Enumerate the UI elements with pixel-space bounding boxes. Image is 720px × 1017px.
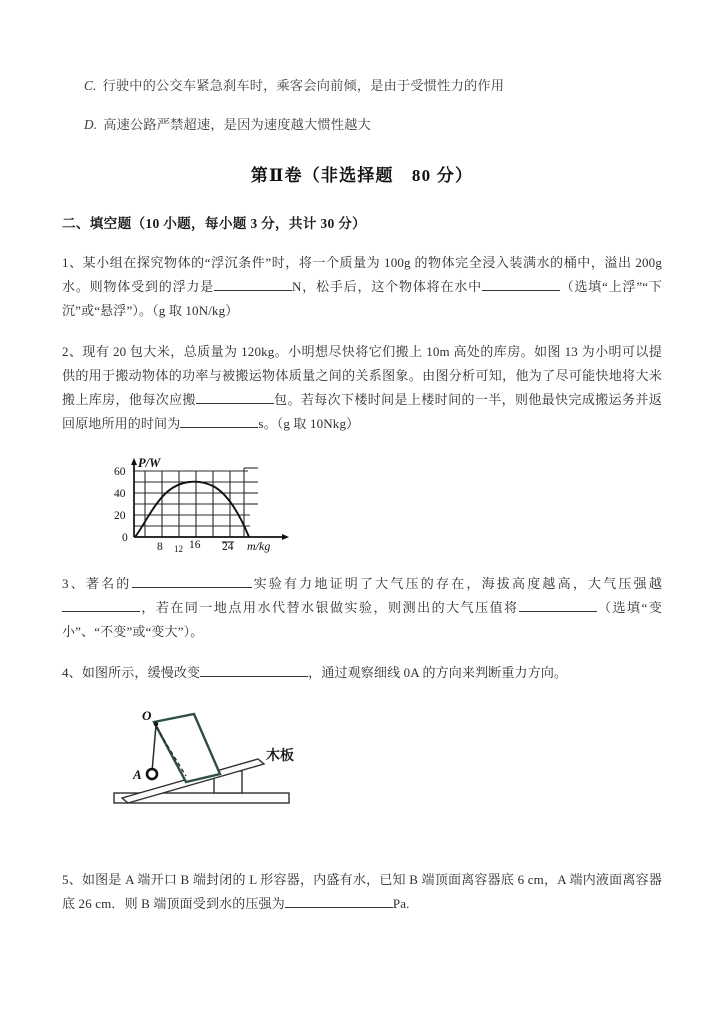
question-1-blank-2[interactable] bbox=[482, 290, 560, 291]
power-mass-chart-svg bbox=[98, 453, 313, 553]
question-2-blank-1[interactable] bbox=[196, 403, 274, 404]
svg-text:20: 20 bbox=[114, 509, 126, 522]
question-3-text-d: （选填“变小”、“不变”或“变大”）。 bbox=[62, 599, 662, 640]
question-4-text-a: 如图所示，缓慢改变 bbox=[81, 665, 201, 681]
option-c bbox=[84, 76, 662, 96]
question-3 bbox=[62, 572, 662, 644]
question-3-blank-2[interactable] bbox=[62, 611, 140, 612]
question-1-number: 1、 bbox=[62, 254, 83, 270]
label-point-o: O bbox=[142, 708, 152, 724]
chart-ylabel: P/W bbox=[138, 455, 161, 470]
question-2-blank-2[interactable] bbox=[180, 427, 258, 428]
svg-text:0: 0 bbox=[122, 531, 128, 544]
question-5-number: 5、 bbox=[62, 872, 82, 888]
question-1-text-a: 某小组在探究物体的“浮沉条件”时，将一个质量为 100g 的物体完全浸入装满水的桶中，溢出 200g 水。则物体受到的浮力是 bbox=[62, 254, 662, 294]
question-4-number: 4、 bbox=[62, 665, 82, 681]
question-3-text-b: 实验有力地证明了大气压的存在，海拔高度越高，大气压强越 bbox=[251, 575, 662, 591]
question-2-number: 2、 bbox=[62, 343, 83, 359]
chart-xlabel: m/kg bbox=[247, 538, 271, 553]
question-4 bbox=[62, 661, 662, 685]
question-3-number: 3、 bbox=[62, 575, 86, 591]
question-1 bbox=[62, 251, 662, 323]
question-3-text-c: ，若在同一地点用水代替水银做实验，则测出的大气压值将 bbox=[140, 599, 519, 615]
question-5-text-b: Pa. bbox=[392, 896, 410, 912]
plumb-string bbox=[152, 725, 156, 772]
question-2-text-b: 包。若每次下楼时间是上楼时间的一半，则他最快完成搬运务并返回原地所用的时间为 bbox=[62, 391, 662, 431]
figure-plumb-line bbox=[106, 702, 662, 812]
question-4-blank-1[interactable] bbox=[200, 676, 308, 677]
option-c-label: C. bbox=[84, 78, 97, 93]
option-d bbox=[84, 115, 662, 135]
chart-y-ticks bbox=[114, 466, 128, 544]
question-2 bbox=[62, 340, 662, 436]
question-3-text-a: 著名的 bbox=[85, 575, 132, 591]
question-5-text-a: 如图是 A 端开口 B 端封闭的 L 形容器，内盛有水，已知 B 端顶面离容器底 6 cm，A 端内液面离容器底 26 cm．则 B 端顶面受到水的压强为 bbox=[62, 872, 662, 912]
question-1-blank-1[interactable] bbox=[214, 290, 292, 291]
svg-text:8: 8 bbox=[157, 540, 163, 553]
option-d-text: 高速公路严禁超速，是因为速度越大惯性越大 bbox=[103, 116, 371, 132]
label-point-a: A bbox=[133, 767, 142, 783]
question-2-text-a: 现有 20 包大米，总质量为 120kg。小明想尽快将它们搬上 10m 高处的库房。如图 13 为小明可以提供的用于搬动物体的功率与被搬运物体质量之间的关系图象。由图分析可知，他为了尽可能快地将大米搬上库房，他每次应搬 bbox=[62, 343, 662, 407]
question-3-blank-1[interactable] bbox=[132, 587, 252, 588]
label-wooden-board: 木板 bbox=[266, 747, 294, 764]
question-4-text-b: ，通过观察细线 0A 的方向来判断重力方向。 bbox=[308, 665, 568, 681]
svg-text:24: 24 bbox=[222, 540, 234, 553]
option-c-text: 行驶中的公交车紧急刹车时，乘客会向前倾，是由于受惯性力的作用 bbox=[102, 78, 505, 93]
chart-axes bbox=[131, 455, 289, 540]
chart-x-ticks bbox=[157, 539, 234, 553]
chart-gridlines bbox=[134, 468, 258, 537]
question-2-text-c: s。（g 取 10Nkg） bbox=[258, 415, 360, 431]
page-content bbox=[62, 76, 662, 933]
plumb-bob bbox=[147, 769, 157, 779]
paper-part-title: 第Ⅱ卷（非选择题 80 分） bbox=[250, 165, 474, 185]
section-heading: 二、填空题（10 小题，每小题 3 分，共计 30 分） bbox=[62, 215, 367, 231]
figure-spacer bbox=[62, 822, 662, 868]
svg-text:60: 60 bbox=[114, 465, 126, 478]
question-5 bbox=[62, 868, 662, 916]
question-5-blank-1[interactable] bbox=[285, 907, 393, 908]
plumb-figure-svg bbox=[106, 702, 331, 807]
question-1-text-b: N，松手后，这个物体将在水中 bbox=[292, 278, 482, 294]
svg-text:12: 12 bbox=[174, 543, 183, 553]
svg-text:40: 40 bbox=[114, 487, 126, 500]
option-d-label: D. bbox=[84, 116, 98, 132]
point-o-marker bbox=[154, 722, 158, 726]
chart-curve bbox=[135, 482, 249, 537]
svg-text:16: 16 bbox=[189, 538, 201, 551]
question-3-blank-3[interactable] bbox=[519, 611, 597, 612]
plumb-support-frame bbox=[154, 714, 220, 782]
question-1-text-c: （选填“上浮”“下沉”或“悬浮”）。（g 取 10N/kg） bbox=[62, 278, 662, 318]
figure-power-mass-graph bbox=[98, 453, 662, 558]
